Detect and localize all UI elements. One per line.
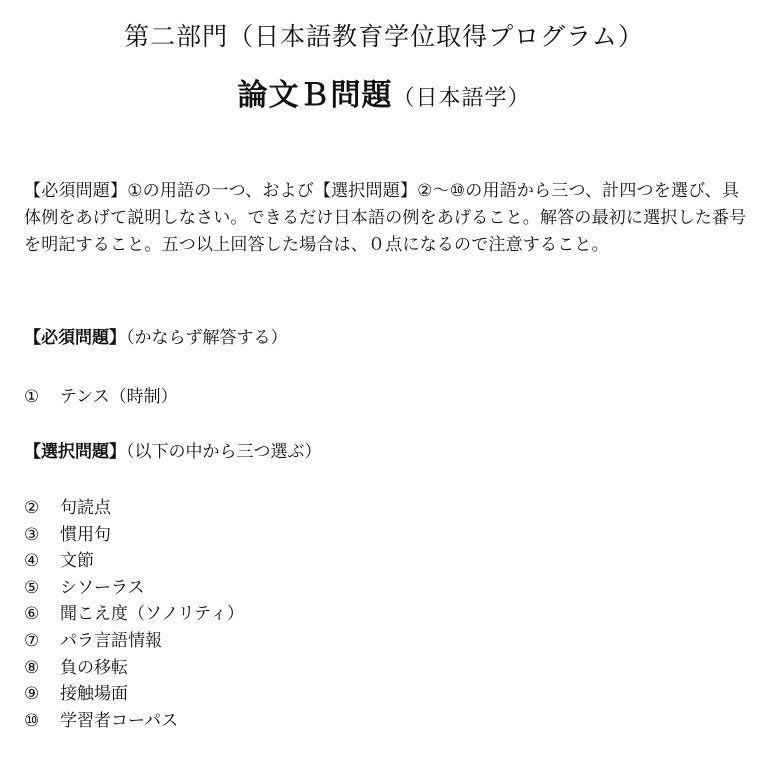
item-text: 接触場面 xyxy=(60,684,128,705)
required-label: 【必須問題】 xyxy=(24,328,126,348)
item-text: 学習者コーパス xyxy=(60,710,179,731)
list-item xyxy=(24,575,244,602)
item-text: テンス（時制） xyxy=(60,387,178,407)
item-text: 句読点 xyxy=(60,498,111,518)
elective-note: （以下の中から三つ選ぶ） xyxy=(126,442,322,462)
item-number: ⑥ xyxy=(24,604,40,625)
list-item xyxy=(24,628,244,655)
item-number: ⑦ xyxy=(24,630,40,651)
list-item xyxy=(24,548,244,575)
item-number: ⑨ xyxy=(24,684,40,705)
item-number: ⑤ xyxy=(24,577,40,598)
required-item xyxy=(24,385,178,409)
subtitle-main: 論文Ｂ問題 xyxy=(237,78,393,113)
elective-section-heading xyxy=(24,440,322,464)
item-text: 負の移転 xyxy=(60,657,128,678)
instructions-paragraph: 【必須問題】①の用語の一つ、および【選択問題】②〜⑩の用語から三つ、計四つを選び、具体例をあげて説明しなさい。できるだけ日本語の例をあげること。解答の最初に選択した番号を明記すること。五つ以上回答した場合は、０点になるので注意すること。 xyxy=(24,181,747,255)
page-subtitle xyxy=(0,76,768,120)
list-item xyxy=(24,522,244,549)
list-item xyxy=(24,655,244,682)
item-number: ② xyxy=(24,498,40,518)
item-number: ⑧ xyxy=(24,657,40,678)
item-text: シソーラス xyxy=(60,577,145,598)
subtitle-paren: （日本語学） xyxy=(392,86,531,111)
list-item xyxy=(24,495,244,522)
list-item xyxy=(24,601,244,628)
required-note: （かならず解答する） xyxy=(126,328,288,348)
item-text: 聞こえ度（ソノリティ） xyxy=(60,604,244,625)
list-item xyxy=(24,708,244,735)
item-number: ③ xyxy=(24,524,40,545)
item-number: ① xyxy=(24,387,40,407)
elective-list xyxy=(24,495,244,734)
item-text: 慣用句 xyxy=(60,524,111,545)
item-text: パラ言語情報 xyxy=(60,630,162,651)
item-number: ④ xyxy=(24,551,40,572)
item-text: 文節 xyxy=(60,551,94,572)
list-item xyxy=(24,681,244,708)
page-title: 第二部門（日本語教育学位取得プログラム） xyxy=(124,22,644,51)
item-number: ⑩ xyxy=(24,710,40,731)
elective-label: 【選択問題】 xyxy=(24,442,126,462)
required-section-heading xyxy=(24,326,288,350)
